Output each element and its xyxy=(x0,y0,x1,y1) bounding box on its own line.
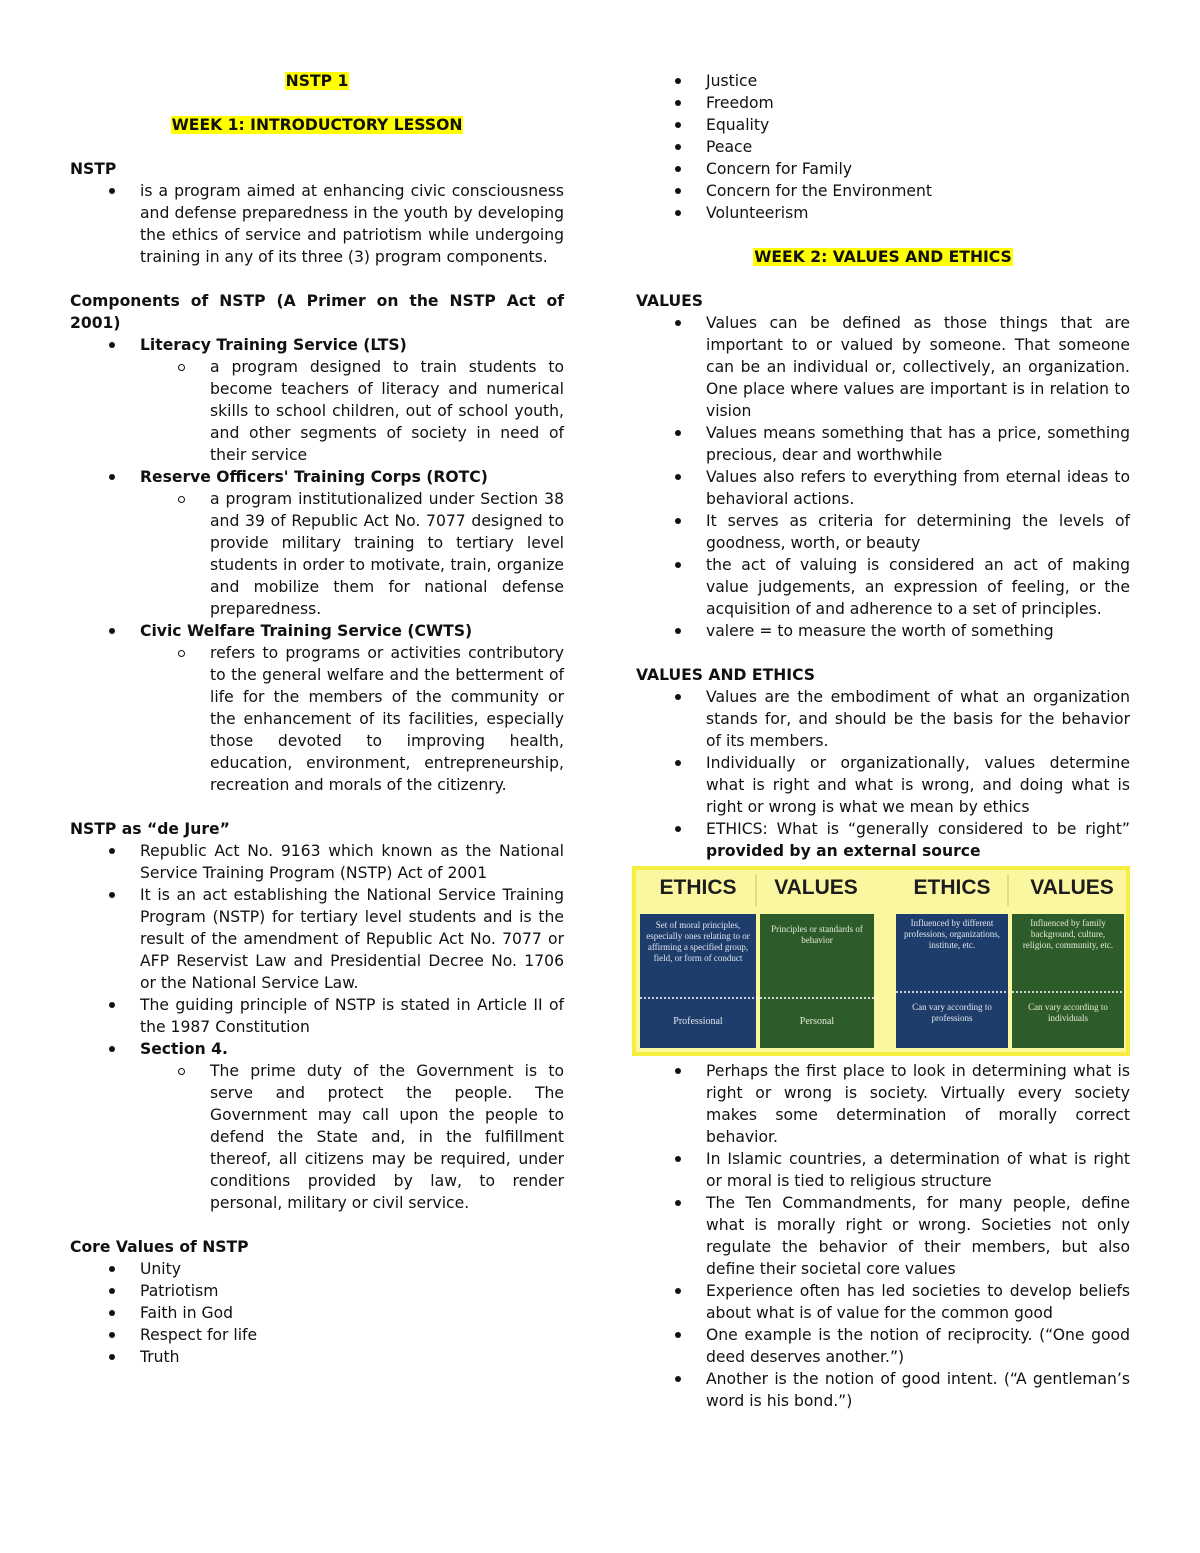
values-item: valere = to measure the worth of something xyxy=(636,620,1130,642)
left-column xyxy=(70,70,564,1368)
cwts-sublist xyxy=(140,642,564,796)
core-value-item: Respect for life xyxy=(70,1324,564,1346)
rotc-description: a program institutionalized under Section 38 and 39 of Republic Act No. 7077 designed to provide military training to tertiary level students in order to motivate, train, organize and mobilize them for national defense preparedness. xyxy=(140,488,564,620)
component-rotc xyxy=(70,466,564,620)
infographic-values-influence: Influenced by family background, culture, religion, community, etc. xyxy=(1022,918,1114,950)
components-list xyxy=(70,334,564,796)
core-values-list-right xyxy=(636,70,1130,224)
values-item: the act of valuing is considered an act of making value judgements, an expression of feeling, or the acquisition of and adherence to a set of principles. xyxy=(636,554,1130,620)
week2-heading-line xyxy=(636,246,1130,268)
values-ethics-item: Values are the embodiment of what an organization stands for, and should be the basis for the behavior of its members. xyxy=(636,686,1130,752)
ethics-society-item: In Islamic countries, a determination of what is right or moral is tied to religious structure xyxy=(636,1148,1130,1192)
infographic-ethics-definition: Set of moral principles, especially ones relating to or affirming a specified group, field, or form of conduct xyxy=(646,920,750,963)
infographic-values-definition: Principles or standards of behavior xyxy=(771,924,863,945)
ethics-definition-source: provided by an external source xyxy=(706,842,981,860)
ethics-society-item: Another is the notion of good intent. (“A gentleman’s word is his bond.”) xyxy=(636,1368,1130,1412)
infographic-header-ethics: ETHICS xyxy=(659,876,737,899)
infographic-header-values-2: VALUES xyxy=(1030,876,1114,899)
core-value-item: Freedom xyxy=(636,92,1130,114)
week2-heading: WEEK 2: VALUES AND ETHICS xyxy=(754,248,1012,266)
document-title: NSTP 1 xyxy=(285,72,349,90)
dejure-item: Republic Act No. 9163 which known as the National Service Training Program (NSTP) Act of 2001 xyxy=(70,840,564,884)
infographic-ethics-scope: Professional xyxy=(673,1016,723,1027)
week1-heading-line xyxy=(70,114,564,136)
values-ethics-heading: VALUES AND ETHICS xyxy=(636,666,816,684)
ethics-values-infographic xyxy=(632,866,1130,1056)
ethics-society-item: The Ten Commandments, for many people, define what is morally right or wrong. Societies not only regulate the behavior of their members, but also define their societal core values xyxy=(636,1192,1130,1280)
nstp-definition-list xyxy=(70,180,564,268)
cwts-label: Civic Welfare Training Service (CWTS) xyxy=(140,622,473,640)
core-value-item: Unity xyxy=(70,1258,564,1280)
values-item: Values means something that has a price, something precious, dear and worthwhile xyxy=(636,422,1130,466)
cwts-description: refers to programs or activities contributory to the general welfare and the betterment of life for the members of the community or the enhancement of its facilities, especially those devoted to improving health, education, environment, entrepreneurship, recreation and morals of the citizenry. xyxy=(140,642,564,796)
values-item: It serves as criteria for determining the levels of goodness, worth, or beauty xyxy=(636,510,1130,554)
infographic-ethics-influence: Influenced by different professions, organizations, institute, etc. xyxy=(903,918,1001,950)
infographic-values-scope: Personal xyxy=(799,1016,835,1027)
right-column xyxy=(636,70,1130,1412)
section4-label: Section 4. xyxy=(140,1040,228,1058)
values-item: Values can be defined as those things that are important to or valued by someone. That someone can be an individual or, collectively, an organization. One place where values are important is in relation to vision xyxy=(636,312,1130,422)
nstp-heading: NSTP xyxy=(70,160,117,178)
infographic-header-ethics-2: ETHICS xyxy=(913,876,991,899)
document-title-line xyxy=(70,70,564,92)
lts-sublist xyxy=(140,356,564,466)
section4-sublist xyxy=(140,1060,564,1214)
rotc-sublist xyxy=(140,488,564,620)
core-value-item: Concern for the Environment xyxy=(636,180,1130,202)
core-value-item: Truth xyxy=(70,1346,564,1368)
components-heading: Components of NSTP (A Primer on the NSTP Act of 2001) xyxy=(70,292,564,332)
week1-heading: WEEK 1: INTRODUCTORY LESSON xyxy=(171,116,463,134)
lts-label: Literacy Training Service (LTS) xyxy=(140,336,407,354)
dejure-item: It is an act establishing the National Service Training Program (NSTP) for tertiary level students and is the result of the amendment of Republic Act No. 7077 or AFP Reservist Law and Presidential Decree No. 1706 or the National Service Law. xyxy=(70,884,564,994)
core-values-list-left xyxy=(70,1258,564,1368)
section4-item xyxy=(70,1038,564,1214)
core-value-item: Equality xyxy=(636,114,1130,136)
infographic-header-values: VALUES xyxy=(774,876,858,899)
ethics-society-item: One example is the notion of reciprocity. (“One good deed deserves another.”) xyxy=(636,1324,1130,1368)
values-list xyxy=(636,312,1130,642)
core-value-item: Volunteerism xyxy=(636,202,1130,224)
values-heading: VALUES xyxy=(636,292,704,310)
values-item: Values also refers to everything from eternal ideas to behavioral actions. xyxy=(636,466,1130,510)
dejure-heading: NSTP as “de Jure” xyxy=(70,820,230,838)
ethics-definition-text: ETHICS: What is “generally considered to be right” xyxy=(706,820,1130,838)
infographic-values-variation: Can vary according to individuals xyxy=(1028,1002,1108,1023)
ethics-society-list xyxy=(636,1060,1130,1412)
dejure-item: The guiding principle of NSTP is stated in Article II of the 1987 Constitution xyxy=(70,994,564,1038)
dejure-list xyxy=(70,840,564,1214)
ethics-definition-item xyxy=(636,818,1130,862)
core-value-item: Peace xyxy=(636,136,1130,158)
component-cwts xyxy=(70,620,564,796)
core-value-item: Patriotism xyxy=(70,1280,564,1302)
rotc-label: Reserve Officers' Training Corps (ROTC) xyxy=(140,468,488,486)
core-value-item: Faith in God xyxy=(70,1302,564,1324)
infographic-ethics-variation: Can vary according to professions xyxy=(912,1002,992,1023)
ethics-society-item: Perhaps the first place to look in determining what is right or wrong is society. Virtually every society makes some determination of morally correct behavior. xyxy=(636,1060,1130,1148)
section4-description: The prime duty of the Government is to serve and protect the people. The Government may call upon the people to defend the State and, in the fulfillment thereof, all citizens may be required, under conditions provided by law, to render personal, military or civil service. xyxy=(140,1060,564,1214)
component-lts xyxy=(70,334,564,466)
values-ethics-item: Individually or organizationally, values determine what is right and what is wrong, and doing what is right or wrong is what we mean by ethics xyxy=(636,752,1130,818)
lts-description: a program designed to train students to become teachers of literacy and numerical skills to school children, out of school youth, and other segments of society in need of their service xyxy=(140,356,564,466)
core-values-heading: Core Values of NSTP xyxy=(70,1238,249,1256)
values-ethics-list xyxy=(636,686,1130,862)
ethics-society-item: Experience often has led societies to develop beliefs about what is of value for the common good xyxy=(636,1280,1130,1324)
nstp-definition: is a program aimed at enhancing civic consciousness and defense preparedness in the youth by developing the ethics of service and patriotism while undergoing training in any of its three (3) program components. xyxy=(70,180,564,268)
core-value-item: Justice xyxy=(636,70,1130,92)
core-value-item: Concern for Family xyxy=(636,158,1130,180)
